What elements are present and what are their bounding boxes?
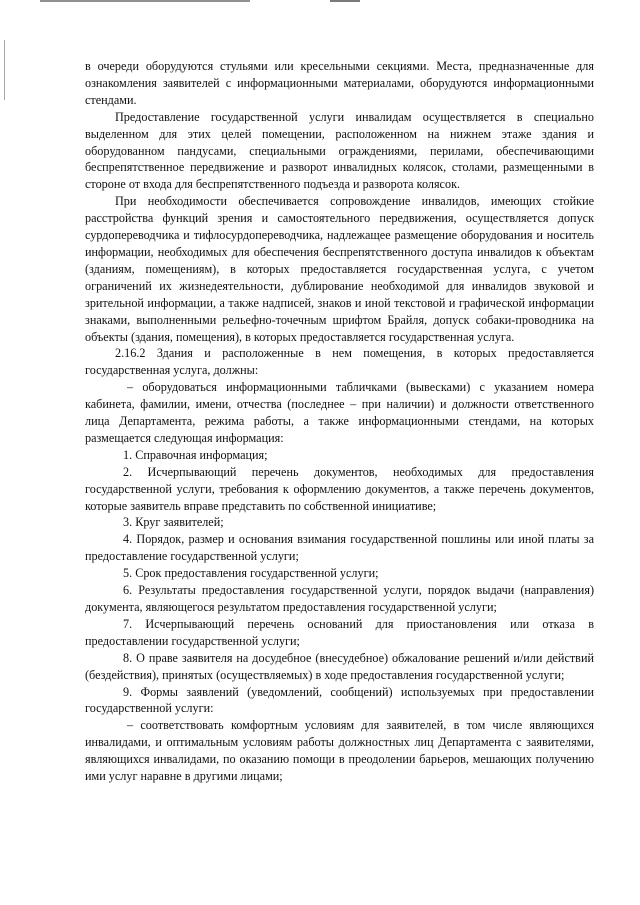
scan-artifact-left-edge — [4, 40, 5, 100]
list-item: 4. Порядок, размер и основания взимания государственной пошлины или иной платы за предоставление государственной услуги; — [85, 532, 594, 564]
scan-artifact-top — [40, 0, 250, 2]
scan-artifact-top-right — [330, 0, 360, 2]
paragraph: При необходимости обеспечивается сопровождение инвалидов, имеющих стойкие расстройства функций зрения и самостоятельного передвижения, осуществляется допуск сурдопереводчика и тифлосурдопереводчика, надлежащее размещение оборудования и носитель информации, необходимых для обеспечения беспрепятственного доступа инвалидов к объектам (зданиям, помещениям), в которых предоставляется государственная услуга, с учетом ограничений их жизнедеятельности, дублирование необходимой для инвалидов звуковой и зрительной информации, а также надписей, знаков и иной текстовой и графической информации знаками, выполненными рельефно-точечным шрифтом Брайля, допуск собаки-проводника на объекты (здания, помещения), в которых предоставляется государственная услуга. — [85, 194, 594, 344]
list-item: 9. Формы заявлений (уведомлений, сообщений) используемых при предоставлении государственной услуги: — [85, 684, 594, 716]
dash-paragraph: – соответствовать комфортным условиям для заявителей, в том числе являющихся инвалидами, и оптимальным условиям работы должностных лиц Департамента с заявителями, являющихся инвалидами, по оказанию помощи в преодолении барьеров, мешающих получению ими услуг наравне в другими лицами; — [85, 718, 594, 784]
document-body — [85, 58, 594, 785]
list-item: 2. Исчерпывающий перечень документов, необходимых для предоставления государственной услуги, требования к оформлению документов, а также перечень документов, которые заявитель вправе представить по собственной инициативе; — [85, 464, 594, 513]
list-item: 8. О праве заявителя на досудебное (внесудебное) обжалование решений и/или действий (бездействия), принятых (осуществляемых) в ходе предоставления государственной услуги; — [85, 650, 594, 682]
dash-paragraph: – оборудоваться информационными табличками (вывесками) с указанием номера кабинета, фамилии, имени, отчества (последнее – при наличии) и должности ответственного лица Департамента, режима работы, а также информационными стендами, на которых размещается следующая информация: — [85, 380, 594, 445]
section-paragraph: 2.16.2 Здания и расположенные в нем помещения, в которых предоставляется государственная услуга, должны: — [85, 346, 594, 378]
list-item: 7. Исчерпывающий перечень оснований для приостановления или отказа в предоставлении государственной услуги; — [85, 616, 594, 648]
paragraph: Предоставление государственной услуги инвалидам осуществляется в специально выделенном для этих целей помещении, расположенном на нижнем этаже здания и оборудованном пандусами, специальными ограждениями, перилами, обеспечивающими беспрепятственное передвижение и разворот инвалидных колясок, столами, размещенными в стороне от входа для беспрепятственного подъезда и разворота колясок. — [85, 109, 594, 192]
paragraph: в очереди оборудуются стульями или кресельными секциями. Места, предназначенные для ознакомления заявителей с информационными материалами, оборудуются информационными стендами. — [85, 59, 594, 107]
list-item: 5. Срок предоставления государственной услуги; — [123, 566, 379, 581]
list-item: 6. Результаты предоставления государственной услуги, порядок выдачи (направления) документа, являющегося результатом предоставления государственной услуги; — [85, 583, 594, 614]
list-item: 3. Круг заявителей; — [123, 515, 224, 530]
list-item: 1. Справочная информация; — [123, 447, 268, 462]
